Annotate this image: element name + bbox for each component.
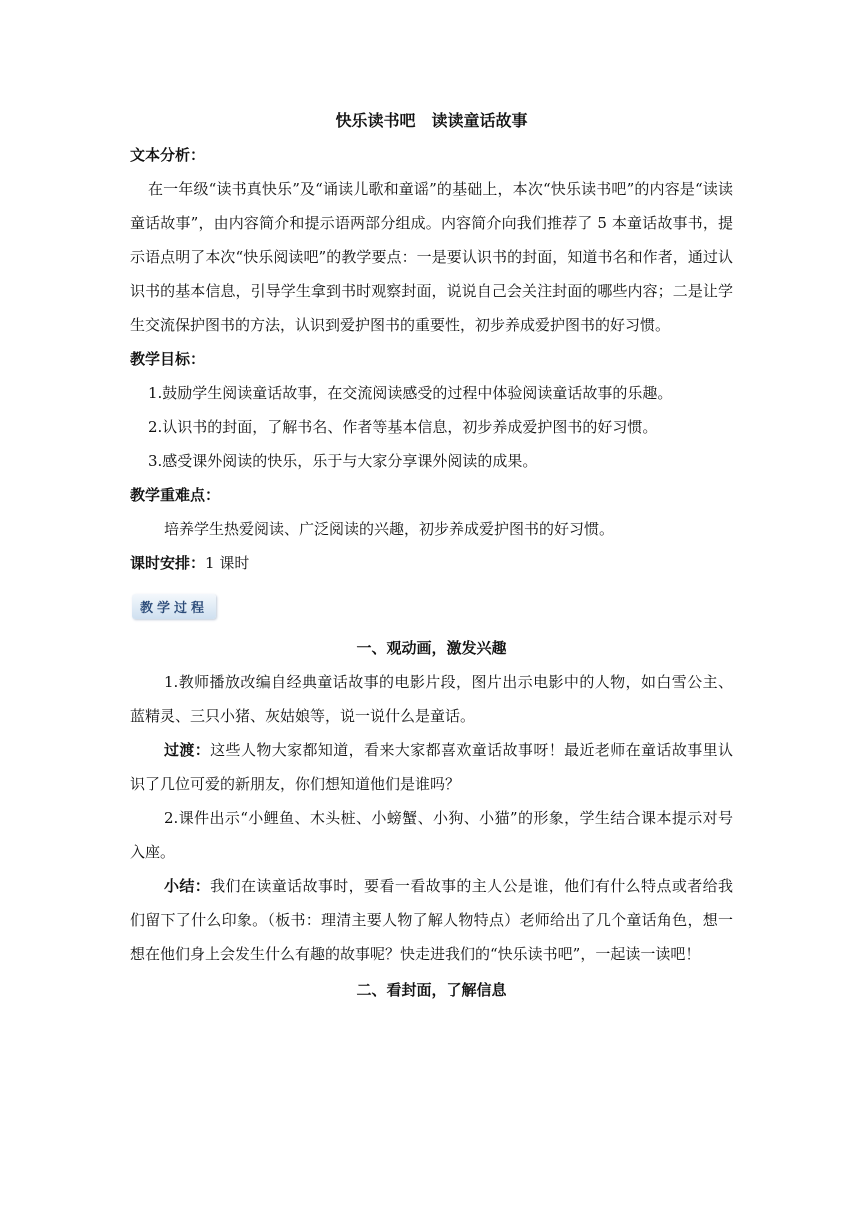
goal-item-3: 3.感受课外阅读的快乐，乐于与大家分享课外阅读的成果。 xyxy=(148,452,538,470)
goals-heading: 教学目标： xyxy=(130,350,206,368)
text-analysis-heading: 文本分析： xyxy=(130,146,206,164)
section1-title: 一、观动画，激发兴趣 xyxy=(356,639,507,657)
summary-text: 我们在读童话故事时，要看一看故事的主人公是谁，他们有什么特点或者给我们留下了什么印象。（板书：理清主要人物了解人物特点）老师给出了几个童话角色，想一想在他们身上会发生什么有趣的故事呢？快走进我们的“快乐读书吧”，一起读一读吧！ xyxy=(130,877,733,963)
summary-label: 小结： xyxy=(164,877,211,895)
transition-text: 这些人物大家都知道，看来大家都喜欢童话故事呀！最近老师在童话故事里认识了几位可爱的新朋友，你们想知道他们是谁吗？ xyxy=(130,741,733,793)
schedule-value: 1 课时 xyxy=(205,554,250,572)
document-title: 快乐读书吧 读读童话故事 xyxy=(335,111,528,130)
goal-item-2: 2.认识书的封面，了解书名、作者等基本信息，初步养成爱护图书的好习惯。 xyxy=(148,418,658,436)
section1-para-2 xyxy=(130,733,733,801)
section2-title: 二、看封面，了解信息 xyxy=(356,981,507,999)
transition-label: 过渡： xyxy=(164,741,211,759)
text-analysis-body: 在一年级“读书真快乐”及“诵读儿歌和童谣”的基础上，本次“快乐读书吧”的内容是“读读童话故事”，由内容简介和提示语两部分组成。内容简介向我们推荐了 5 本童话故事书，提示语点明了本次“快乐阅读吧”的教学要点：一是要认识书的封面，知道书名和作者，通过认识书的基本信息，引导学生拿到书时观察封面，说说自己会关注封面的哪些内容；二是让学生交流保护图书的方法，认识到爱护图书的重要性，初步养成爱护图书的好习惯。 xyxy=(130,180,733,334)
section1-para-4 xyxy=(130,869,733,971)
key-points-heading: 教学重难点： xyxy=(130,486,221,504)
document-page xyxy=(130,108,733,1007)
section1-para-3: 2.课件出示“小鲤鱼、木头桩、小螃蟹、小狗、小猫”的形象，学生结合课本提示对号入座。 xyxy=(130,809,733,861)
schedule-label: 课时安排： xyxy=(130,554,206,572)
key-points-body: 培养学生热爱阅读、广泛阅读的兴趣，初步养成爱护图书的好习惯。 xyxy=(164,520,615,538)
schedule-row xyxy=(130,546,733,580)
process-badge: 教学过程 xyxy=(132,594,216,619)
goal-item-1: 1.鼓励学生阅读童话故事，在交流阅读感受的过程中体验阅读童话故事的乐趣。 xyxy=(148,384,673,402)
section1-para-1: 1.教师播放改编自经典童话故事的电影片段，图片出示电影中的人物，如白雪公主、蓝精灵、三只小猪、灰姑娘等，说一说什么是童话。 xyxy=(130,673,733,725)
